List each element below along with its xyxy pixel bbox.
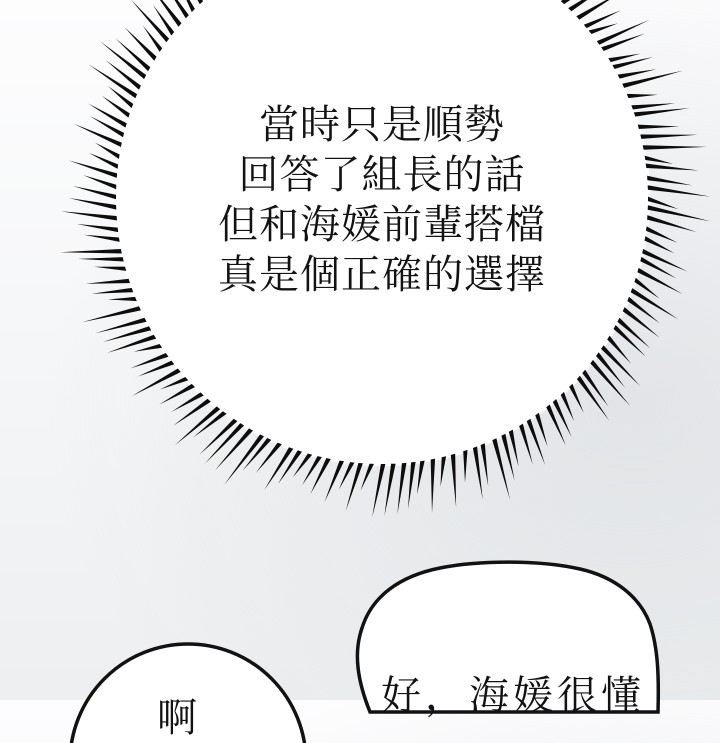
burst-text-line-2: 回答了組長的話: [238, 152, 526, 198]
left-bubble-text: 啊: [157, 695, 197, 741]
burst-text-line-3: 但和海媛前輩搭檔: [218, 202, 546, 248]
right-bubble-text: 好，海媛很懂: [381, 673, 645, 719]
burst-text-line-1: 當時只是順勢: [259, 102, 505, 148]
burst-text-line-4: 真是個正確的選擇: [218, 252, 546, 298]
burst-bubble-text: [102, 100, 662, 300]
